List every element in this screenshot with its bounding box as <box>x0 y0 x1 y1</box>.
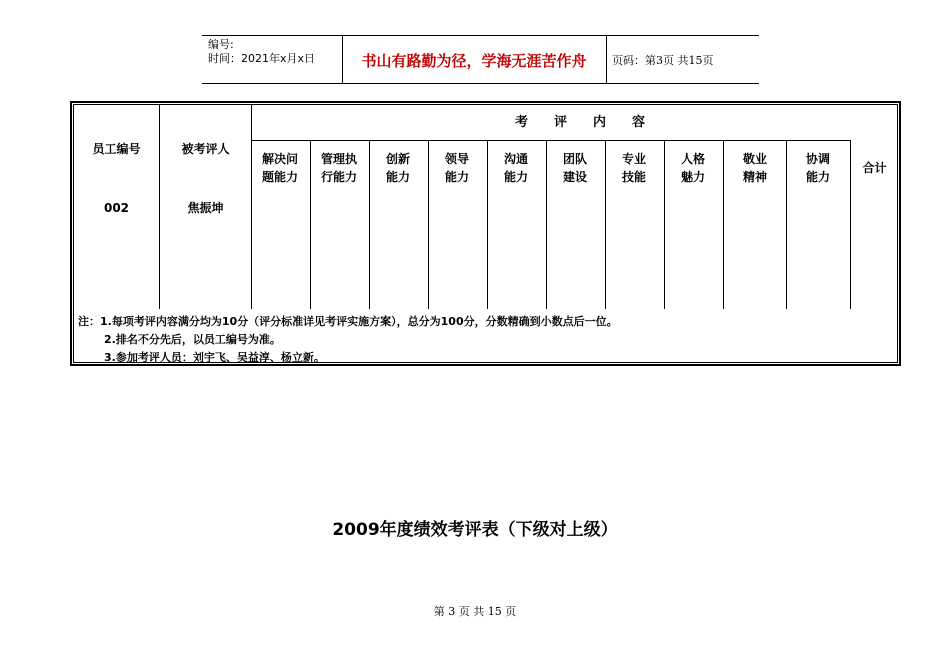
header-meta <box>208 38 315 66</box>
category-professional-skills: 专业 技能 <box>621 152 646 184</box>
header-divider <box>606 35 607 84</box>
header-page-info: 页码：第3页 共15页 <box>612 54 714 67</box>
category-innovation: 创新 能力 <box>385 152 410 184</box>
category-management-execution: 管理执 行能力 <box>320 152 357 184</box>
cell-employee-id: 002 <box>103 201 130 215</box>
col-total: 合计 <box>862 161 887 175</box>
note-3: 3.参加考评人员：刘宇飞、吴益淳、杨立新。 <box>104 351 325 364</box>
page-header <box>202 35 759 84</box>
note-2: 2.排名不分先后，以员工编号为准。 <box>104 333 281 346</box>
note-1: 注：1.每项考评内容满分均为10分（评分标准详见考评实施方案），总分为100分，分数精确到小数点后一位。 <box>78 315 618 328</box>
col-evaluatee: 被考评人 <box>181 142 230 156</box>
section-rule <box>251 140 850 141</box>
column-divider <box>605 140 606 309</box>
category-personal-charisma: 人格 魅力 <box>680 152 705 184</box>
category-coordination: 协调 能力 <box>805 152 830 184</box>
column-divider <box>310 140 311 309</box>
column-divider <box>723 140 724 309</box>
col-employee-id: 员工编号 <box>92 142 141 156</box>
column-divider <box>251 104 252 309</box>
column-divider <box>786 140 787 309</box>
header-motto: 书山有路勤为径，学海无涯苦作舟 <box>361 52 587 70</box>
cell-evaluatee: 焦振坤 <box>187 201 224 215</box>
section-title: 考 评 内 容 <box>514 115 645 130</box>
document-title: 2009年度绩效考评表（下级对上级） <box>332 520 618 540</box>
column-divider <box>428 140 429 309</box>
column-divider <box>487 140 488 309</box>
page-footer: 第 3 页 共 15 页 <box>433 605 517 618</box>
category-leadership: 领导 能力 <box>444 152 469 184</box>
category-team-building: 团队 建设 <box>562 152 587 184</box>
column-divider <box>546 140 547 309</box>
column-divider <box>369 140 370 309</box>
time-label: 时间：2021年x月x日 <box>208 52 316 65</box>
category-problem-solving: 解决问 题能力 <box>261 152 298 184</box>
header-bottom-rule <box>202 83 759 84</box>
table-notes <box>78 313 618 367</box>
serial-label: 编号: <box>208 38 234 51</box>
header-top-rule <box>202 35 759 36</box>
category-communication: 沟通 能力 <box>503 152 528 184</box>
column-divider <box>664 140 665 309</box>
category-dedication: 敬业 精神 <box>742 152 767 184</box>
